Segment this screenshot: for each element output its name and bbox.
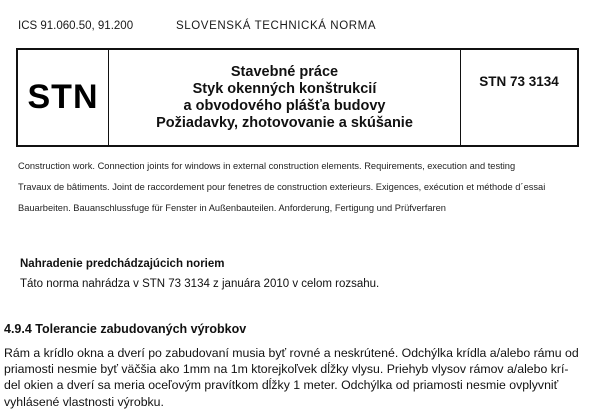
standard-title — [109, 50, 461, 145]
body-line: priamosti nesmie byť väčšia ako 1mm na 1m ktorejkoľvek dĺžky vlysu. Priehyb vlysov rámov a/alebo krí- — [4, 362, 569, 377]
body-line: vyhlásené vlastnosti výrobku. — [4, 394, 164, 409]
translated-titles — [18, 156, 588, 219]
replacement-text: Táto norma nahrádza v STN 73 3134 z januára 2010 v celom rozsahu. — [20, 278, 380, 290]
logo-cell — [18, 50, 109, 145]
ics-code: ICS 91.060.50, 91.200 — [18, 20, 134, 32]
replacement-heading: Nahradenie predchádzajúcich noriem — [20, 258, 225, 270]
standard-number: STN 73 3134 — [479, 74, 559, 89]
stn-logo: STN — [27, 78, 99, 116]
standard-number-cell — [461, 50, 577, 145]
section-heading: 4.9.4 Tolerancie zabudovaných výrobkov — [4, 322, 247, 336]
title-box — [16, 48, 579, 147]
section-body — [4, 345, 594, 410]
title-line: Styk okenných konštrukcií — [192, 80, 377, 97]
german-title: Bauarbeiten. Bauanschlussfuge für Fenster in Außenbauteilen. Anforderung, Fertigung und Prüfverfaren — [18, 203, 446, 213]
title-line: Stavebné práce — [230, 63, 339, 80]
body-line: del okien a dverí sa meria oceľovým pravítkom dĺžky 1 meter. Odchýlka od priamosti nesmie ovplyvniť — [4, 378, 559, 393]
french-title: Travaux de bâtiments. Joint de raccordement pour fenetres de construction exterieurs. Exigences, exécution et méthode d´essai — [18, 182, 546, 192]
title-line: a obvodového plášťa budovy — [183, 97, 386, 114]
title-line: Požiadavky, zhotovovanie a skúšanie — [156, 114, 413, 131]
english-title: Construction work. Connection joints for windows in external construction elements. Requirements, execution and testing — [18, 161, 516, 171]
norm-type-heading: SLOVENSKÁ TECHNICKÁ NORMA — [176, 20, 377, 32]
body-line: Rám a krídlo okna a dverí po zabudovaní musia byť rovné a neskrútené. Odchýlka krídla a/alebo rámu od — [4, 346, 579, 360]
